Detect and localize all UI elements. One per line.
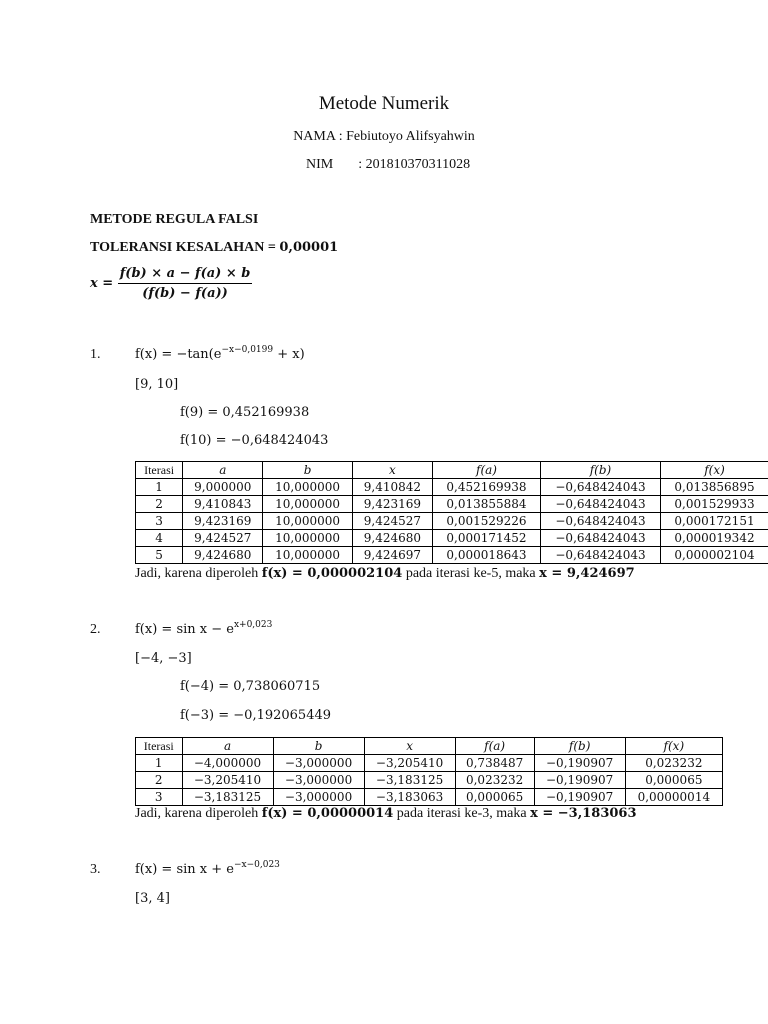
student-name: NAMA : Febiutoyo Alifsyahwin: [293, 129, 475, 144]
column-header: f(a): [433, 462, 541, 479]
table-cell: 0,023232: [625, 755, 722, 772]
table-header-row: [136, 462, 768, 479]
problem-interval: [3, 4]: [135, 891, 170, 906]
table-row: [136, 772, 723, 789]
conclusion-fx: f(x) = 0,00000014: [261, 806, 394, 821]
conclusion-text: pada iterasi ke-5, maka: [405, 566, 536, 581]
table-cell: −3,205410: [364, 755, 455, 772]
table-cell: 0,023232: [455, 772, 534, 789]
table-cell: −0,190907: [534, 772, 625, 789]
problem-function: [135, 862, 280, 877]
table-cell: 10,000000: [263, 547, 352, 564]
table-cell: 0,000065: [625, 772, 722, 789]
table-cell: 0,738487: [455, 755, 534, 772]
table-cell: 0,000171452: [433, 530, 541, 547]
column-header: a: [183, 462, 263, 479]
function-exponent: −x−0,023: [233, 860, 280, 870]
column-header: Iterasi: [136, 462, 183, 479]
column-header: x: [352, 462, 432, 479]
conclusion: [135, 806, 637, 822]
table-cell: 5: [136, 547, 183, 564]
problem-number: 3.: [90, 862, 101, 877]
table-cell: −3,000000: [273, 789, 364, 806]
problem-number: 1.: [90, 347, 101, 362]
formula-fraction: [118, 266, 253, 301]
conclusion: [135, 566, 635, 582]
tolerance-line: [90, 240, 338, 256]
table-cell: 0,001529933: [661, 496, 768, 513]
table-cell: −0,648424043: [540, 513, 660, 530]
table-cell: 0,001529226: [433, 513, 541, 530]
table-row: [136, 513, 768, 530]
table-cell: 9,424680: [183, 547, 263, 564]
conclusion-text: Jadi, karena diperoleh: [135, 566, 259, 581]
table-cell: −3,183125: [182, 789, 273, 806]
table-cell: 0,000018643: [433, 547, 541, 564]
table-cell: 9,423169: [183, 513, 263, 530]
column-header: b: [263, 462, 352, 479]
nim-value: : 201810370311028: [358, 157, 471, 172]
table-cell: 0,000172151: [661, 513, 768, 530]
tolerance-label: TOLERANSI KESALAHAN =: [90, 240, 276, 255]
conclusion-text: Jadi, karena diperoleh: [135, 806, 259, 821]
function-base: f(x) = sin x − e: [135, 622, 234, 637]
table-cell: 3: [136, 513, 183, 530]
nim-label: NIM: [306, 157, 334, 172]
table-cell: −0,190907: [534, 755, 625, 772]
table-cell: 9,424680: [352, 530, 432, 547]
conclusion-x: x = 9,424697: [539, 566, 635, 581]
table-cell: 10,000000: [263, 513, 352, 530]
table-row: [136, 789, 723, 806]
table-cell: 10,000000: [263, 496, 352, 513]
table-cell: 9,410842: [352, 479, 432, 496]
table-cell: −0,190907: [534, 789, 625, 806]
table-cell: 9,423169: [352, 496, 432, 513]
function-base: f(x) = sin x + e: [135, 862, 234, 877]
f-of-b: f(10) = −0,648424043: [180, 433, 329, 448]
table-cell: 0,013855884: [433, 496, 541, 513]
function-exponent: −x−0,0199: [221, 345, 274, 355]
table-cell: −3,183125: [364, 772, 455, 789]
nim-line: [306, 157, 470, 173]
table-cell: 0,000002104: [661, 547, 768, 564]
function-base: f(x) = −tan(e: [135, 347, 222, 362]
table-cell: 4: [136, 530, 183, 547]
table-cell: 9,000000: [183, 479, 263, 496]
table-cell: −0,648424043: [540, 496, 660, 513]
conclusion-x: x = −3,183063: [530, 806, 637, 821]
conclusion-text: pada iterasi ke-3, maka: [396, 806, 527, 821]
f-of-b: f(−3) = −0,192065449: [180, 708, 332, 723]
page-title: Metode Numerik: [318, 93, 450, 114]
problem-function: [135, 622, 272, 637]
conclusion-fx: f(x) = 0,000002104: [261, 566, 403, 581]
table-cell: 2: [136, 496, 183, 513]
table-cell: −0,648424043: [540, 547, 660, 564]
method-heading: METODE REGULA FALSI: [90, 212, 259, 227]
tolerance-value: 0,00001: [279, 240, 339, 255]
formula-lhs: x =: [90, 276, 114, 291]
iteration-table: [135, 737, 723, 806]
table-cell: −3,000000: [273, 772, 364, 789]
function-tail: + x): [273, 347, 305, 362]
table-row: [136, 479, 768, 496]
table-cell: −0,648424043: [540, 479, 660, 496]
table-cell: 3: [136, 789, 183, 806]
formula-numerator: f(b) × a − f(a) × b: [118, 266, 253, 284]
table-cell: 9,424527: [352, 513, 432, 530]
column-header: f(a): [455, 738, 534, 755]
column-header: f(b): [534, 738, 625, 755]
formula-denominator: (f(b) − f(a)): [142, 286, 228, 301]
table-cell: 9,424697: [352, 547, 432, 564]
table-cell: 10,000000: [263, 530, 352, 547]
column-header: b: [273, 738, 364, 755]
problem-function: [135, 347, 305, 362]
table-cell: 0,00000014: [625, 789, 722, 806]
function-exponent: x+0,023: [233, 620, 273, 630]
table-cell: −3,000000: [273, 755, 364, 772]
table-cell: −0,648424043: [540, 530, 660, 547]
table-cell: −3,183063: [364, 789, 455, 806]
table-row: [136, 496, 768, 513]
table-cell: 1: [136, 479, 183, 496]
f-of-a: f(−4) = 0,738060715: [180, 679, 321, 694]
column-header: x: [364, 738, 455, 755]
iteration-table: [135, 461, 768, 564]
table-header-row: [136, 738, 723, 755]
column-header: a: [182, 738, 273, 755]
table-cell: 1: [136, 755, 183, 772]
table-cell: 2: [136, 772, 183, 789]
column-header: Iterasi: [136, 738, 183, 755]
table-cell: 0,000065: [455, 789, 534, 806]
column-header: f(b): [540, 462, 660, 479]
problem-interval: [9, 10]: [135, 377, 179, 392]
column-header: f(x): [661, 462, 768, 479]
table-cell: −4,000000: [182, 755, 273, 772]
table-cell: −3,205410: [182, 772, 273, 789]
table-cell: 9,410843: [183, 496, 263, 513]
table-cell: 0,452169938: [433, 479, 541, 496]
problem-interval: [−4, −3]: [135, 651, 192, 666]
table-cell: 0,013856895: [661, 479, 768, 496]
table-cell: 0,000019342: [661, 530, 768, 547]
problem-number: 2.: [90, 622, 101, 637]
table-cell: 10,000000: [263, 479, 352, 496]
column-header: f(x): [625, 738, 722, 755]
regula-falsi-formula: [90, 266, 252, 301]
table-row: [136, 755, 723, 772]
f-of-a: f(9) = 0,452169938: [180, 405, 310, 420]
table-cell: 9,424527: [183, 530, 263, 547]
table-row: [136, 547, 768, 564]
table-row: [136, 530, 768, 547]
